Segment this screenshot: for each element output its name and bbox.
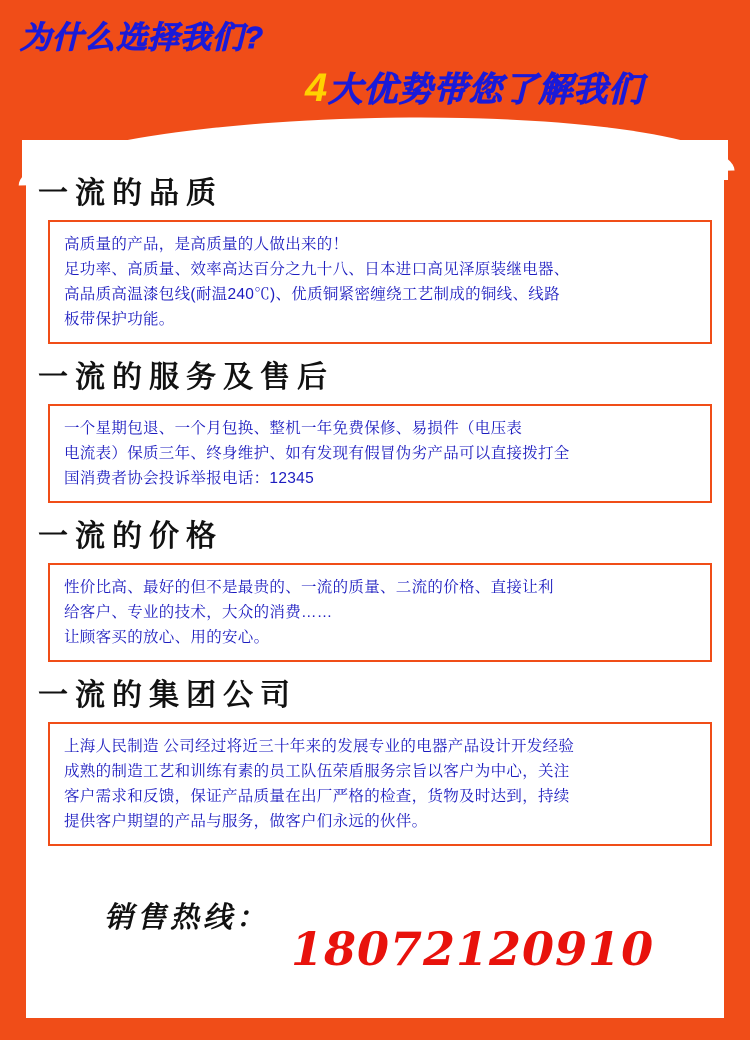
section-service — [26, 344, 724, 503]
section-body — [48, 563, 712, 662]
body-line: 板带保护功能。 — [64, 311, 175, 328]
content-area — [26, 160, 724, 1018]
section-body — [48, 220, 712, 344]
frame-bottom-band — [0, 1018, 750, 1040]
section-body — [48, 722, 712, 846]
body-line: 性价比高、最好的但不是最贵的、一流的质量、二流的价格、直接让利 — [64, 579, 554, 596]
hotline-number[interactable]: 18072120910 — [291, 922, 655, 976]
body-line: 国消费者协会投诉举报电话：12345 — [64, 470, 315, 487]
header-question-title: 为什么选择我们? — [20, 20, 264, 55]
body-line: 成熟的制造工艺和训练有素的员工队伍荣盾服务宗旨以客户为中心，关注 — [64, 763, 570, 780]
section-body — [48, 404, 712, 503]
body-line: 客户需求和反馈，保证产品质量在出厂严格的检查，货物及时达到，持续 — [64, 788, 570, 805]
body-line: 高质量的产品，是高质量的人做出来的！ — [64, 236, 349, 253]
section-price — [26, 503, 724, 662]
body-line: 给客户、专业的技术，大众的消费…… — [64, 604, 333, 621]
header-subtitle-text: 大优势带您了解我们 — [328, 71, 644, 109]
section-title: 一流的品质 — [38, 176, 223, 211]
section-title: 一流的价格 — [38, 519, 223, 554]
section-title: 一流的服务及售后 — [38, 360, 334, 395]
header-advantage-count: 4 — [305, 66, 329, 110]
section-company — [26, 662, 724, 846]
body-line: 一个星期包退、一个月包换、整机一年免费保修、易损件（电压表 — [64, 420, 523, 437]
body-line: 足功率、高质量、效率高达百分之九十八、日本进口高见泽原装继电器、 — [64, 261, 570, 278]
body-line: 电流表）保质三年、终身维护、如有发现有假冒伪劣产品可以直接拨打全 — [64, 445, 570, 462]
body-line: 上海人民制造 公司经过将近三十年来的发展专业的电器产品设计开发经验 — [64, 738, 575, 755]
body-line: 让顾客买的放心、用的安心。 — [64, 629, 270, 646]
header-subtitle — [305, 62, 643, 111]
section-quality — [26, 160, 724, 344]
hotline-label: 销售热线： — [104, 900, 270, 934]
body-line: 高品质高温漆包线(耐温240℃)、优质铜紧密缠绕工艺制成的铜线、线路 — [64, 286, 560, 303]
section-title: 一流的集团公司 — [38, 678, 297, 713]
body-line: 提供客户期望的产品与服务，做客户们永远的伙伴。 — [64, 813, 428, 830]
